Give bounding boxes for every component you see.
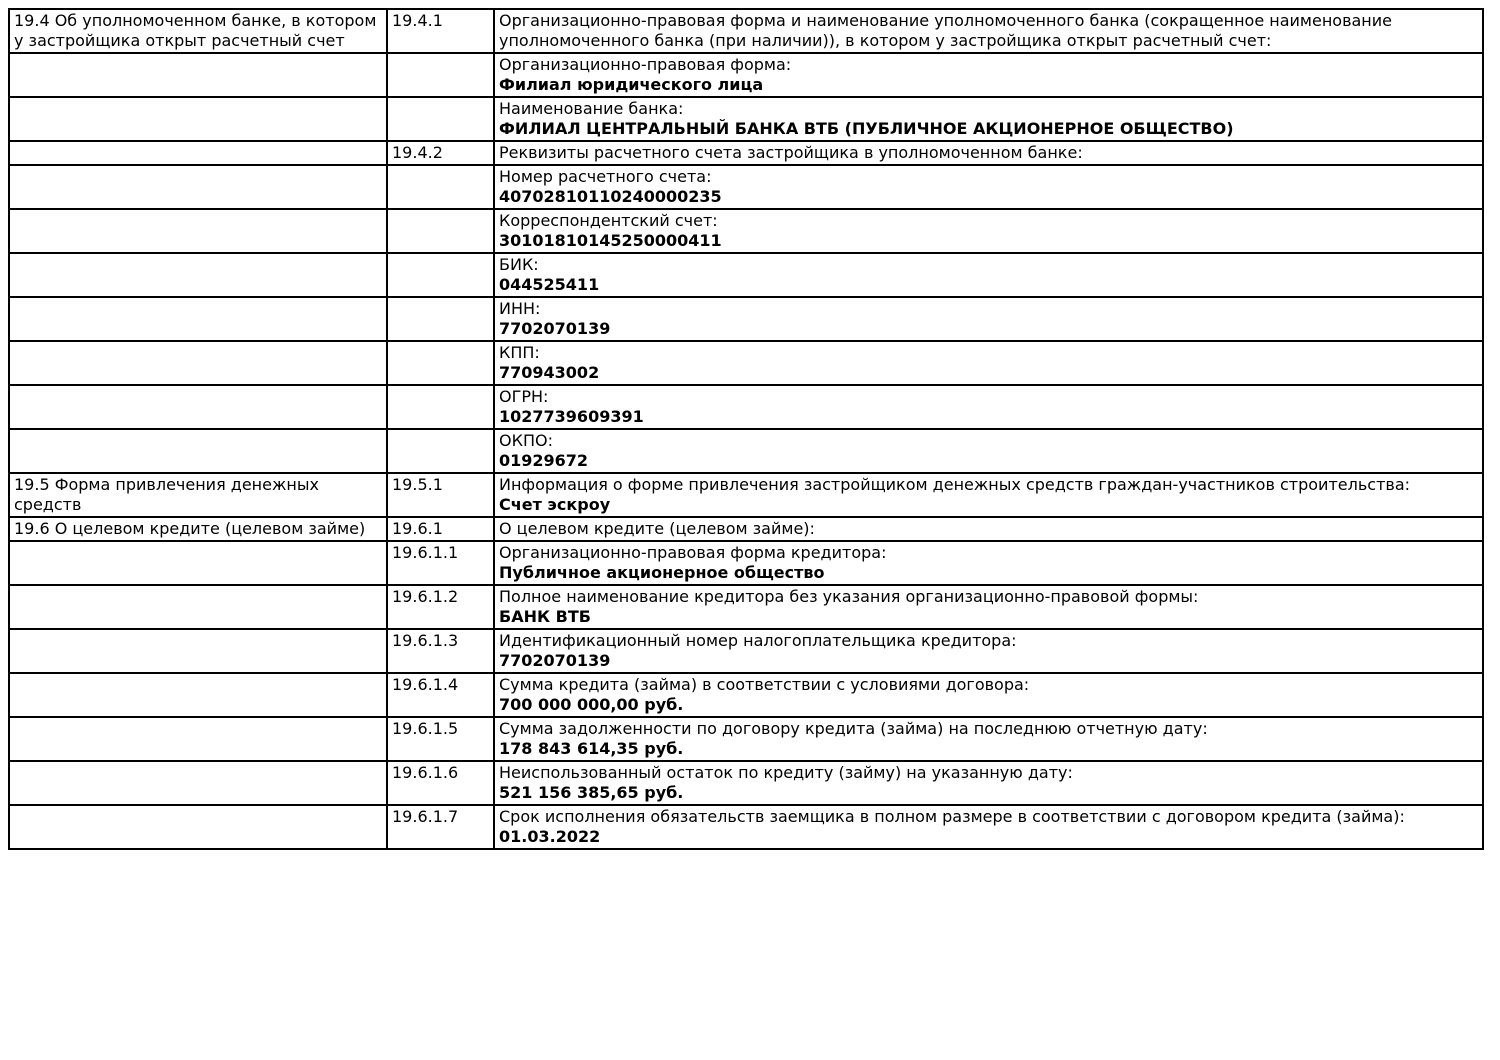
item-number-cell: 19.6.1.3 <box>387 629 494 673</box>
section-title-cell <box>9 629 387 673</box>
field-label: КПП: <box>499 343 540 362</box>
declaration-table <box>8 8 1484 850</box>
field-label: Реквизиты расчетного счета застройщика в уполномоченном банке: <box>499 143 1083 162</box>
section-title-cell <box>9 673 387 717</box>
content-cell <box>494 517 1483 541</box>
field-value: ФИЛИАЛ ЦЕНТРАЛЬНЫЙ БАНКА ВТБ (ПУБЛИЧНОЕ АКЦИОНЕРНОЕ ОБЩЕСТВО) <box>499 119 1234 138</box>
section-title-cell <box>9 297 387 341</box>
field-value: 30101810145250000411 <box>499 231 722 250</box>
table-row <box>9 297 1483 341</box>
content-cell <box>494 541 1483 585</box>
item-number-cell: 19.6.1.1 <box>387 541 494 585</box>
table-row <box>9 429 1483 473</box>
field-label: Организационно-правовая форма кредитора: <box>499 543 887 562</box>
field-label: Неиспользованный остаток по кредиту (займу) на указанную дату: <box>499 763 1073 782</box>
item-number-cell: 19.6.1.6 <box>387 761 494 805</box>
section-title-cell: 19.4 Об уполномоченном банке, в котором у застройщика открыт расчетный счет <box>9 9 387 53</box>
item-number-cell: 19.5.1 <box>387 473 494 517</box>
content-cell <box>494 141 1483 165</box>
table-row <box>9 97 1483 141</box>
field-value: 7702070139 <box>499 651 611 670</box>
item-number-cell: 19.6.1.5 <box>387 717 494 761</box>
content-cell <box>494 53 1483 97</box>
field-label: О целевом кредите (целевом займе): <box>499 519 815 538</box>
item-number-cell: 19.6.1.4 <box>387 673 494 717</box>
content-cell <box>494 165 1483 209</box>
section-title-cell <box>9 341 387 385</box>
section-title-cell <box>9 385 387 429</box>
table-row <box>9 541 1483 585</box>
table-row <box>9 385 1483 429</box>
field-value: 1027739609391 <box>499 407 644 426</box>
content-cell <box>494 385 1483 429</box>
field-label: Сумма задолженности по договору кредита (займа) на последнюю отчетную дату: <box>499 719 1208 738</box>
section-title-cell <box>9 141 387 165</box>
section-title-cell <box>9 253 387 297</box>
table-row <box>9 9 1483 53</box>
table-row <box>9 53 1483 97</box>
content-cell <box>494 97 1483 141</box>
field-label: Полное наименование кредитора без указания организационно-правовой формы: <box>499 587 1199 606</box>
section-title-cell <box>9 805 387 849</box>
content-cell <box>494 717 1483 761</box>
field-label: Срок исполнения обязательств заемщика в полном размере в соответствии с договором кредита (займа): <box>499 807 1405 826</box>
item-number-cell <box>387 53 494 97</box>
table-row <box>9 473 1483 517</box>
item-number-cell <box>387 97 494 141</box>
content-cell <box>494 209 1483 253</box>
content-cell <box>494 585 1483 629</box>
item-number-cell <box>387 209 494 253</box>
field-label: Наименование банка: <box>499 99 684 118</box>
item-number-cell <box>387 341 494 385</box>
table-row <box>9 165 1483 209</box>
item-number-cell: 19.6.1.7 <box>387 805 494 849</box>
table-row <box>9 717 1483 761</box>
section-title-cell <box>9 717 387 761</box>
item-number-cell <box>387 385 494 429</box>
field-value: БАНК ВТБ <box>499 607 591 626</box>
content-cell <box>494 473 1483 517</box>
content-cell <box>494 341 1483 385</box>
item-number-cell: 19.4.2 <box>387 141 494 165</box>
table-row <box>9 209 1483 253</box>
field-label: Номер расчетного счета: <box>499 167 712 186</box>
section-title-cell <box>9 209 387 253</box>
section-title-cell <box>9 53 387 97</box>
item-number-cell <box>387 165 494 209</box>
item-number-cell: 19.6.1 <box>387 517 494 541</box>
section-title-cell <box>9 429 387 473</box>
field-label: Информация о форме привлечения застройщиком денежных средств граждан-участников строительства: <box>499 475 1411 494</box>
field-value: Филиал юридического лица <box>499 75 764 94</box>
content-cell <box>494 297 1483 341</box>
table-row <box>9 517 1483 541</box>
field-label: ИНН: <box>499 299 541 318</box>
table-row <box>9 629 1483 673</box>
field-value: 01.03.2022 <box>499 827 601 846</box>
field-label: Организационно-правовая форма и наименование уполномоченного банка (сокращенное наименование уполномоченного банка (при наличии)), в котором у застройщика открыт расчетный счет: <box>499 11 1393 50</box>
table-row <box>9 341 1483 385</box>
field-value: Счет эскроу <box>499 495 611 514</box>
section-title-cell <box>9 165 387 209</box>
table-row <box>9 761 1483 805</box>
field-value: 770943002 <box>499 363 600 382</box>
field-value: 40702810110240000235 <box>499 187 722 206</box>
section-title-cell <box>9 761 387 805</box>
section-title-cell <box>9 585 387 629</box>
table-row <box>9 805 1483 849</box>
field-value: 01929672 <box>499 451 589 470</box>
section-title-cell <box>9 541 387 585</box>
content-cell <box>494 629 1483 673</box>
field-label: Корреспондентский счет: <box>499 211 718 230</box>
table-row <box>9 253 1483 297</box>
field-value: 178 843 614,35 руб. <box>499 739 684 758</box>
section-title-cell <box>9 97 387 141</box>
item-number-cell: 19.4.1 <box>387 9 494 53</box>
field-label: Идентификационный номер налогоплательщика кредитора: <box>499 631 1017 650</box>
field-value: Публичное акционерное общество <box>499 563 825 582</box>
table-row <box>9 673 1483 717</box>
content-cell <box>494 253 1483 297</box>
section-title-cell: 19.6 О целевом кредите (целевом займе) <box>9 517 387 541</box>
field-label: ОГРН: <box>499 387 549 406</box>
field-label: Организационно-правовая форма: <box>499 55 792 74</box>
declaration-table-body <box>9 9 1483 849</box>
item-number-cell <box>387 297 494 341</box>
field-label: Сумма кредита (займа) в соответствии с условиями договора: <box>499 675 1030 694</box>
field-value: 044525411 <box>499 275 600 294</box>
content-cell <box>494 429 1483 473</box>
item-number-cell: 19.6.1.2 <box>387 585 494 629</box>
content-cell <box>494 761 1483 805</box>
table-row <box>9 585 1483 629</box>
field-value: 7702070139 <box>499 319 611 338</box>
item-number-cell <box>387 429 494 473</box>
section-title-cell: 19.5 Форма привлечения денежных средств <box>9 473 387 517</box>
table-row <box>9 141 1483 165</box>
field-value: 700 000 000,00 руб. <box>499 695 684 714</box>
field-label: БИК: <box>499 255 539 274</box>
content-cell <box>494 673 1483 717</box>
field-value: 521 156 385,65 руб. <box>499 783 684 802</box>
item-number-cell <box>387 253 494 297</box>
content-cell <box>494 805 1483 849</box>
content-cell <box>494 9 1483 53</box>
field-label: ОКПО: <box>499 431 553 450</box>
